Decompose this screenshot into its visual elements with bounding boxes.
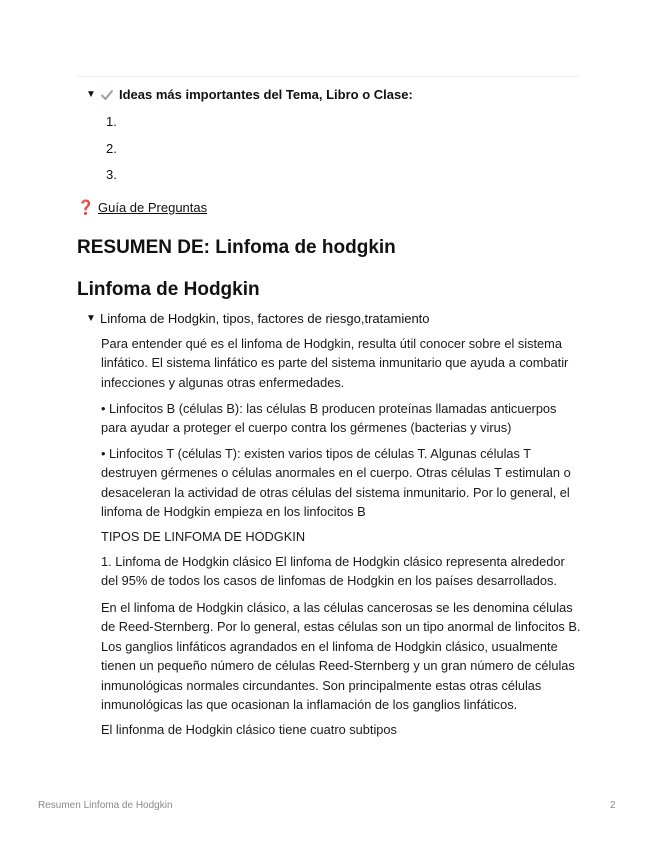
paragraph-text: En el linfoma de Hodgkin clásico, a las células cancerosas se les denomina células de Reed-Sternberg. Por lo general, estas células son un tipo anormal de linfocitos B. Los ganglios linfáticos agrandados en el linfoma de Hodgkin clásico, usualmente tienen un pequeño número de células Reed-Sternberg y un gran número de células inmunológicas normales circundantes. Son principalmente estas otras células inmunológicas las que ocasionan la inflamación de los ganglios linfáticos. (101, 600, 581, 713)
list-item: 3. (106, 167, 117, 182)
paragraph-text: • Linfocitos B (células B): las células B producen proteínas llamadas anticuerpos para ayudar a proteger el cuerpo contra los gérmenes (bacterias y virus) (101, 401, 557, 436)
triangle-down-icon[interactable]: ▼ (86, 313, 96, 324)
section-title: Linfoma de Hodgkin (77, 279, 260, 300)
ideas-toggle[interactable] (86, 87, 413, 102)
paragraph-text: Para entender qué es el linfoma de Hodgkin, resulta útil conocer sobre el sistema linfático. El sistema linfático es parte del sistema inmunitario que ayuda a combatir infecciones y algunas otras enfermedades. (101, 336, 569, 390)
paragraph-text: 1. Linfoma de Hodgkin clásico El linfoma de Hodgkin clásico representa alrededor del 95% de todos los casos de linfomas de Hodgkin en los países desarrollados. (101, 554, 565, 589)
toggle-label: Linfoma de Hodgkin, tipos, factores de riesgo,tratamiento (100, 311, 430, 326)
guide-row (77, 199, 207, 216)
paragraph (101, 399, 583, 438)
paragraph (101, 552, 583, 591)
divider (77, 76, 579, 77)
question-icon: ❓ (77, 199, 95, 215)
paragraph (101, 598, 583, 714)
section-toggle[interactable] (86, 311, 430, 326)
triangle-down-icon[interactable]: ▼ (86, 89, 96, 100)
paragraph-heading (101, 527, 583, 546)
paragraph (101, 334, 583, 392)
ideas-label: Ideas más importantes del Tema, Libro o Clase: (119, 87, 413, 102)
footer-title: Resumen Linfoma de Hodgkin (38, 800, 173, 811)
paragraph (101, 444, 583, 522)
paragraph-text: El linfonma de Hodgkin clásico tiene cuatro subtipos (101, 722, 397, 737)
page-number: 2 (610, 800, 616, 811)
list-item: 2. (106, 141, 117, 156)
list-item: 1. (106, 114, 117, 129)
summary-title: RESUMEN DE: Linfoma de hodgkin (77, 237, 396, 258)
paragraph-text: • Linfocitos T (células T): existen varios tipos de células T. Algunas células T destruyen gérmenes o células anormales en el cuerpo. Otras células T estimulan o desaceleran la actividad de otras células del sistema inmunitario. Por lo general, el linfoma de Hodgkin empieza en los linfocitos B (101, 446, 571, 520)
paragraph-text: TIPOS DE LINFOMA DE HODGKIN (101, 529, 306, 544)
paragraph (101, 720, 583, 739)
checkmark-icon (100, 88, 114, 102)
guide-link[interactable]: Guía de Preguntas (98, 200, 208, 215)
